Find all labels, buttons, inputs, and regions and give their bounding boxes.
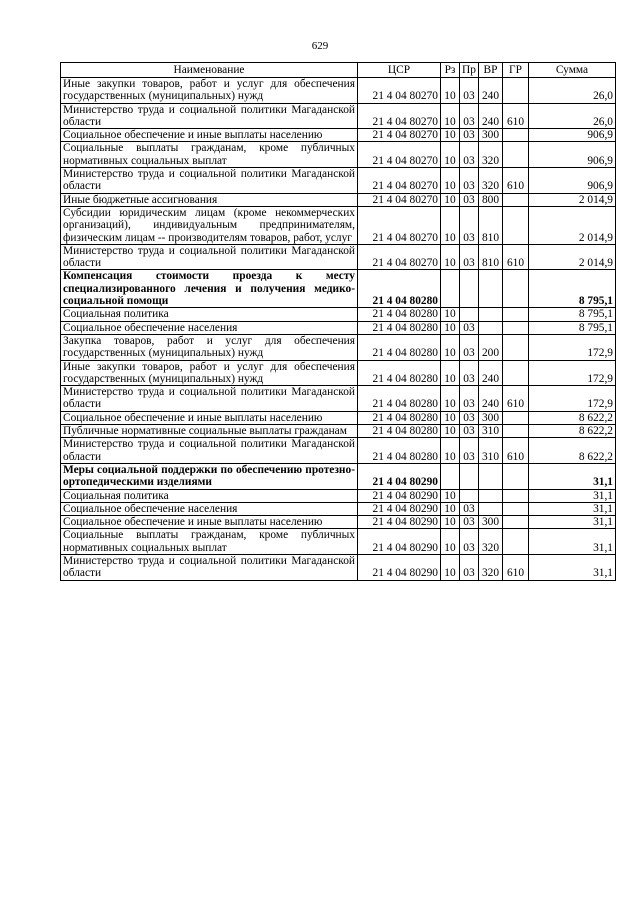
- cell-name: Социальные выплаты гражданам, кроме публичных нормативных социальных выплат: [61, 529, 358, 555]
- cell-gr: [503, 516, 529, 529]
- cell-sum: 8 622,2: [529, 425, 616, 438]
- cell-gr: 610: [503, 438, 529, 464]
- cell-csr: 21 4 04 80280: [358, 386, 441, 412]
- cell-pr: 03: [460, 206, 479, 244]
- table-row: [61, 502, 616, 515]
- cell-csr: 21 4 04 80280: [358, 308, 441, 321]
- header-name: Наименование: [61, 63, 358, 78]
- cell-rz: 10: [441, 502, 460, 515]
- cell-vr: 810: [479, 206, 503, 244]
- table-row: [61, 321, 616, 334]
- cell-gr: [503, 334, 529, 360]
- cell-rz: 10: [441, 193, 460, 206]
- table-row: [61, 206, 616, 244]
- table-row: [61, 554, 616, 580]
- cell-csr: 21 4 04 80290: [358, 516, 441, 529]
- cell-csr: 21 4 04 80270: [358, 206, 441, 244]
- cell-name: Социальное обеспечение населения: [61, 502, 358, 515]
- table-row: [61, 463, 616, 489]
- cell-gr: [503, 502, 529, 515]
- cell-pr: 03: [460, 411, 479, 424]
- cell-gr: [503, 360, 529, 386]
- cell-gr: [503, 463, 529, 489]
- cell-rz: 10: [441, 78, 460, 104]
- cell-gr: 610: [503, 244, 529, 270]
- cell-rz: 10: [441, 142, 460, 168]
- cell-rz: 10: [441, 168, 460, 194]
- cell-vr: [479, 463, 503, 489]
- cell-sum: 8 622,2: [529, 438, 616, 464]
- cell-pr: 03: [460, 502, 479, 515]
- cell-name: Социальные выплаты гражданам, кроме публичных нормативных социальных выплат: [61, 142, 358, 168]
- cell-name: Иные закупки товаров, работ и услуг для обеспечения государственных (муниципальных) нужд: [61, 360, 358, 386]
- cell-sum: 906,9: [529, 168, 616, 194]
- cell-csr: 21 4 04 80270: [358, 103, 441, 129]
- cell-csr: 21 4 04 80290: [358, 529, 441, 555]
- cell-pr: 03: [460, 516, 479, 529]
- table-row: [61, 308, 616, 321]
- cell-vr: [479, 270, 503, 308]
- cell-csr: 21 4 04 80290: [358, 489, 441, 502]
- cell-rz: [441, 463, 460, 489]
- cell-gr: [503, 78, 529, 104]
- cell-sum: 31,1: [529, 529, 616, 555]
- cell-sum: 31,1: [529, 516, 616, 529]
- cell-rz: 10: [441, 386, 460, 412]
- budget-table: [60, 62, 616, 581]
- cell-name: Министерство труда и социальной политики Магаданской области: [61, 386, 358, 412]
- cell-pr: 03: [460, 360, 479, 386]
- cell-vr: 240: [479, 360, 503, 386]
- header-vr: ВР: [479, 63, 503, 78]
- cell-vr: 320: [479, 554, 503, 580]
- cell-vr: 810: [479, 244, 503, 270]
- cell-name: Министерство труда и социальной политики Магаданской области: [61, 168, 358, 194]
- table-body: [61, 78, 616, 581]
- cell-gr: [503, 142, 529, 168]
- cell-gr: [503, 529, 529, 555]
- cell-name: Иные бюджетные ассигнования: [61, 193, 358, 206]
- cell-vr: 300: [479, 411, 503, 424]
- cell-gr: 610: [503, 103, 529, 129]
- table-row: [61, 103, 616, 129]
- cell-name: Министерство труда и социальной политики Магаданской области: [61, 438, 358, 464]
- cell-rz: 10: [441, 308, 460, 321]
- cell-name: Министерство труда и социальной политики Магаданской области: [61, 554, 358, 580]
- cell-pr: 03: [460, 244, 479, 270]
- table-row: [61, 78, 616, 104]
- cell-sum: 172,9: [529, 334, 616, 360]
- cell-name: Министерство труда и социальной политики Магаданской области: [61, 244, 358, 270]
- cell-pr: 03: [460, 103, 479, 129]
- cell-vr: 300: [479, 129, 503, 142]
- cell-gr: [503, 308, 529, 321]
- table-row: [61, 438, 616, 464]
- cell-name: Социальное обеспечение и иные выплаты населению: [61, 516, 358, 529]
- cell-sum: 31,1: [529, 463, 616, 489]
- cell-gr: 610: [503, 554, 529, 580]
- cell-csr: 21 4 04 80280: [358, 425, 441, 438]
- cell-vr: 200: [479, 334, 503, 360]
- cell-vr: 800: [479, 193, 503, 206]
- cell-pr: 03: [460, 193, 479, 206]
- cell-csr: 21 4 04 80280: [358, 334, 441, 360]
- cell-vr: 320: [479, 529, 503, 555]
- cell-gr: [503, 411, 529, 424]
- cell-gr: 610: [503, 168, 529, 194]
- cell-sum: 8 795,1: [529, 321, 616, 334]
- cell-rz: 10: [441, 360, 460, 386]
- cell-name: Меры социальной поддержки по обеспечению протезно-ортопедическими изделиями: [61, 463, 358, 489]
- cell-name: Иные закупки товаров, работ и услуг для обеспечения государственных (муниципальных) нужд: [61, 78, 358, 104]
- cell-vr: 300: [479, 516, 503, 529]
- cell-pr: 03: [460, 321, 479, 334]
- cell-sum: 172,9: [529, 360, 616, 386]
- table-row: [61, 270, 616, 308]
- cell-pr: 03: [460, 425, 479, 438]
- cell-pr: 03: [460, 529, 479, 555]
- cell-name: Министерство труда и социальной политики Магаданской области: [61, 103, 358, 129]
- cell-sum: 8 795,1: [529, 308, 616, 321]
- cell-name: Социальная политика: [61, 489, 358, 502]
- cell-csr: 21 4 04 80280: [358, 438, 441, 464]
- cell-gr: [503, 270, 529, 308]
- cell-name: Публичные нормативные социальные выплаты гражданам: [61, 425, 358, 438]
- cell-name: Социальное обеспечение населения: [61, 321, 358, 334]
- cell-vr: 240: [479, 386, 503, 412]
- cell-gr: [503, 129, 529, 142]
- cell-csr: 21 4 04 80290: [358, 554, 441, 580]
- cell-sum: 172,9: [529, 386, 616, 412]
- cell-sum: 2 014,9: [529, 244, 616, 270]
- cell-sum: 8 622,2: [529, 411, 616, 424]
- header-sum: Сумма: [529, 63, 616, 78]
- cell-rz: 10: [441, 206, 460, 244]
- cell-name: Закупка товаров, работ и услуг для обеспечения государственных (муниципальных) нужд: [61, 334, 358, 360]
- cell-csr: 21 4 04 80280: [358, 321, 441, 334]
- cell-pr: 03: [460, 142, 479, 168]
- cell-rz: 10: [441, 244, 460, 270]
- cell-vr: [479, 502, 503, 515]
- cell-rz: 10: [441, 516, 460, 529]
- cell-rz: [441, 270, 460, 308]
- cell-name: Компенсация стоимости проезда к месту специализированного лечения и получения медико-социальной помощи: [61, 270, 358, 308]
- cell-sum: 906,9: [529, 142, 616, 168]
- cell-sum: 31,1: [529, 502, 616, 515]
- header-csr: ЦСР: [358, 63, 441, 78]
- table-row: [61, 193, 616, 206]
- table-row: [61, 142, 616, 168]
- header-rz: Рз: [441, 63, 460, 78]
- cell-rz: 10: [441, 411, 460, 424]
- table-row: [61, 334, 616, 360]
- table-row: [61, 360, 616, 386]
- table-row: [61, 489, 616, 502]
- cell-rz: 10: [441, 554, 460, 580]
- cell-csr: 21 4 04 80270: [358, 78, 441, 104]
- cell-pr: [460, 463, 479, 489]
- cell-csr: 21 4 04 80290: [358, 463, 441, 489]
- cell-gr: [503, 489, 529, 502]
- cell-sum: 26,0: [529, 78, 616, 104]
- cell-csr: 21 4 04 80280: [358, 270, 441, 308]
- cell-csr: 21 4 04 80270: [358, 142, 441, 168]
- header-pr: Пр: [460, 63, 479, 78]
- cell-vr: 240: [479, 78, 503, 104]
- table-row: [61, 244, 616, 270]
- cell-rz: 10: [441, 334, 460, 360]
- cell-name: Социальная политика: [61, 308, 358, 321]
- cell-rz: 10: [441, 321, 460, 334]
- cell-csr: 21 4 04 80280: [358, 360, 441, 386]
- cell-sum: 31,1: [529, 554, 616, 580]
- cell-vr: 320: [479, 142, 503, 168]
- cell-pr: [460, 308, 479, 321]
- table-row: [61, 386, 616, 412]
- cell-pr: [460, 270, 479, 308]
- table-row: [61, 129, 616, 142]
- cell-vr: 240: [479, 103, 503, 129]
- cell-sum: 2 014,9: [529, 206, 616, 244]
- cell-rz: 10: [441, 129, 460, 142]
- cell-vr: 310: [479, 438, 503, 464]
- table-row: [61, 168, 616, 194]
- table-row: [61, 425, 616, 438]
- cell-pr: 03: [460, 168, 479, 194]
- cell-gr: [503, 321, 529, 334]
- cell-sum: 906,9: [529, 129, 616, 142]
- cell-pr: 03: [460, 334, 479, 360]
- table-row: [61, 529, 616, 555]
- cell-name: Субсидии юридическим лицам (кроме некоммерческих организаций), индивидуальным предпринимателям, физическим лицам -- производителям товаров, работ, услуг: [61, 206, 358, 244]
- cell-pr: 03: [460, 78, 479, 104]
- cell-rz: 10: [441, 489, 460, 502]
- cell-pr: [460, 489, 479, 502]
- cell-pr: 03: [460, 554, 479, 580]
- table-header-row: [61, 63, 616, 78]
- cell-csr: 21 4 04 80270: [358, 168, 441, 194]
- cell-gr: 610: [503, 386, 529, 412]
- cell-vr: [479, 489, 503, 502]
- cell-csr: 21 4 04 80270: [358, 129, 441, 142]
- cell-csr: 21 4 04 80290: [358, 502, 441, 515]
- cell-sum: 26,0: [529, 103, 616, 129]
- cell-name: Социальное обеспечение и иные выплаты населению: [61, 129, 358, 142]
- cell-gr: [503, 193, 529, 206]
- cell-pr: 03: [460, 129, 479, 142]
- cell-gr: [503, 425, 529, 438]
- cell-vr: [479, 308, 503, 321]
- table-row: [61, 516, 616, 529]
- cell-csr: 21 4 04 80270: [358, 244, 441, 270]
- cell-gr: [503, 206, 529, 244]
- cell-name: Социальное обеспечение и иные выплаты населению: [61, 411, 358, 424]
- cell-rz: 10: [441, 103, 460, 129]
- cell-vr: [479, 321, 503, 334]
- cell-pr: 03: [460, 386, 479, 412]
- cell-sum: 2 014,9: [529, 193, 616, 206]
- cell-csr: 21 4 04 80270: [358, 193, 441, 206]
- header-gr: ГР: [503, 63, 529, 78]
- cell-sum: 8 795,1: [529, 270, 616, 308]
- cell-pr: 03: [460, 438, 479, 464]
- page-number: 629: [311, 40, 329, 52]
- cell-rz: 10: [441, 425, 460, 438]
- cell-rz: 10: [441, 438, 460, 464]
- cell-vr: 320: [479, 168, 503, 194]
- cell-rz: 10: [441, 529, 460, 555]
- cell-vr: 310: [479, 425, 503, 438]
- table-row: [61, 411, 616, 424]
- cell-csr: 21 4 04 80280: [358, 411, 441, 424]
- cell-sum: 31,1: [529, 489, 616, 502]
